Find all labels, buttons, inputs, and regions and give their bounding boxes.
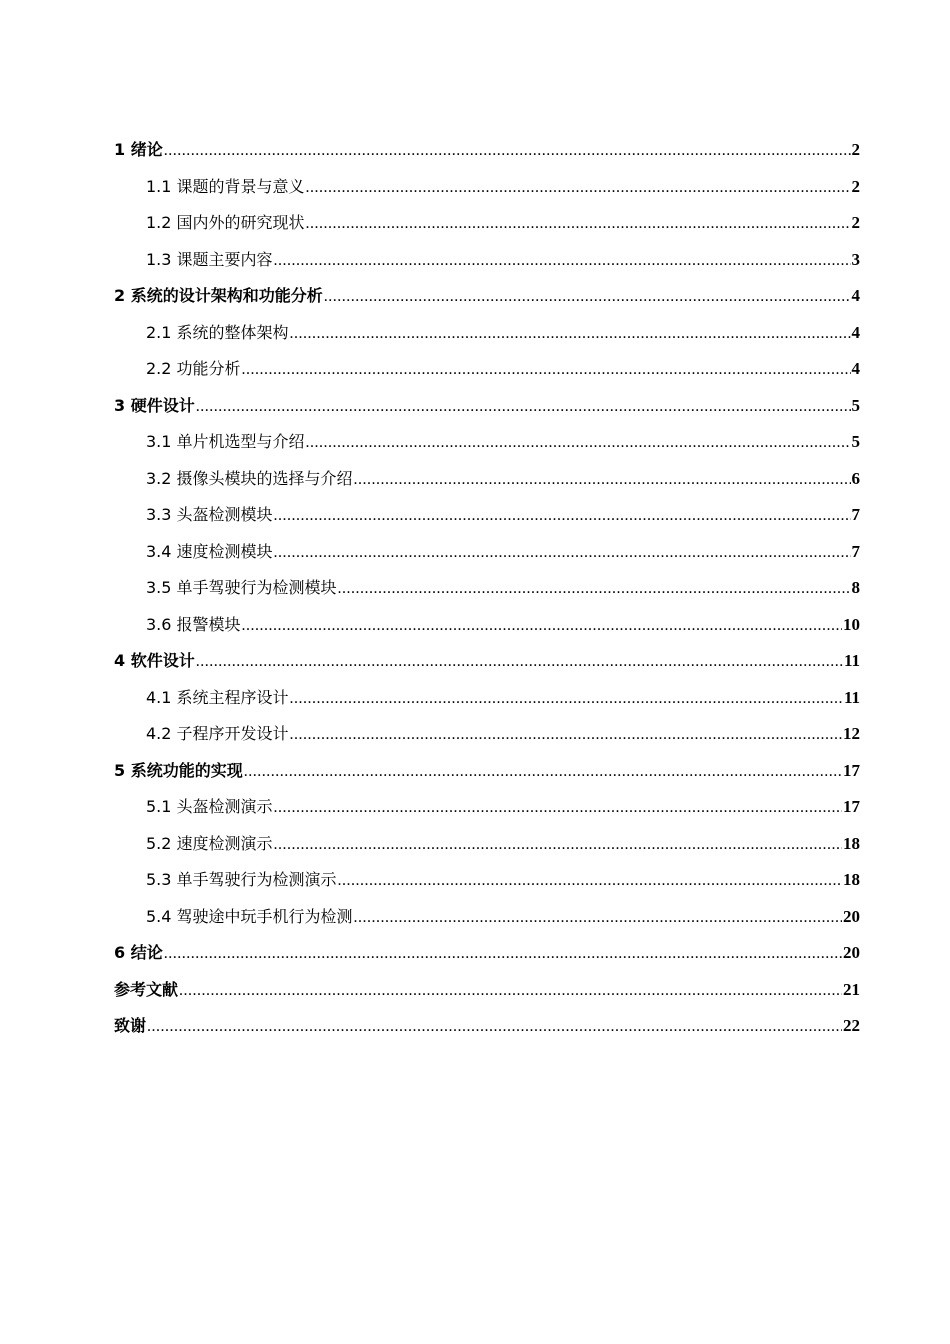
toc-entry-label: 5.3 单手驾驶行为检测演示 — [146, 870, 337, 889]
toc-page-number: 4 — [851, 322, 860, 342]
toc-section-entry[interactable] — [114, 899, 860, 936]
toc-dot-leader — [164, 936, 842, 973]
toc-section-entry[interactable] — [114, 461, 860, 498]
toc-chapter-entry[interactable] — [114, 935, 860, 972]
toc-page-number: 7 — [851, 505, 860, 524]
toc-dot-leader — [242, 352, 851, 389]
toc-entry-label: 2.2 功能分析 — [146, 359, 241, 378]
toc-entry-label: 1.3 课题主要内容 — [146, 249, 273, 269]
toc-page-number: 4 — [851, 359, 860, 378]
toc-page-number: 12 — [843, 724, 860, 743]
toc-section-entry[interactable] — [114, 534, 860, 571]
toc-chapter-entry[interactable] — [114, 972, 860, 1009]
toc-entry-label: 5 系统功能的实现 — [114, 760, 243, 780]
toc-entry-label: 6 结论 — [114, 943, 163, 962]
toc-chapter-entry[interactable] — [114, 643, 860, 680]
toc-chapter-entry[interactable] — [114, 132, 860, 169]
toc-dot-leader — [306, 206, 851, 243]
toc-entry-label: 2.1 系统的整体架构 — [146, 322, 289, 342]
toc-page-number: 11 — [843, 687, 860, 707]
toc-entry-label: 5.1 头盔检测演示 — [146, 797, 273, 816]
toc-section-entry[interactable] — [114, 789, 860, 826]
toc-dot-leader — [306, 170, 851, 207]
toc-entry-label: 4.2 子程序开发设计 — [146, 724, 289, 743]
toc-entry-label: 3.4 速度检测模块 — [146, 541, 273, 561]
toc-page-number: 11 — [843, 651, 860, 670]
toc-section-entry[interactable] — [114, 424, 860, 461]
toc-dot-leader — [338, 863, 842, 900]
toc-page-number: 18 — [843, 870, 860, 889]
table-of-contents — [114, 132, 860, 1045]
toc-section-entry[interactable] — [114, 315, 860, 352]
toc-dot-leader — [196, 644, 843, 681]
toc-entry-label: 1.2 国内外的研究现状 — [146, 213, 305, 232]
toc-page-number: 20 — [843, 906, 860, 926]
toc-dot-leader — [306, 425, 851, 462]
toc-dot-leader — [290, 316, 851, 353]
toc-section-entry[interactable] — [114, 205, 860, 242]
toc-page-number: 17 — [843, 760, 860, 780]
toc-page-number: 7 — [851, 541, 860, 561]
toc-entry-label: 5.2 速度检测演示 — [146, 833, 273, 853]
toc-entry-label: 参考文献 — [114, 979, 179, 999]
toc-dot-leader — [147, 1009, 842, 1046]
toc-page-number: 8 — [851, 578, 860, 597]
toc-page-number: 5 — [851, 432, 860, 451]
toc-entry-label: 1.1 课题的背景与意义 — [146, 176, 305, 196]
toc-section-entry[interactable] — [114, 826, 860, 863]
toc-entry-label: 1 绪论 — [114, 140, 163, 159]
toc-dot-leader — [290, 681, 843, 718]
toc-page-number: 20 — [843, 943, 860, 962]
toc-entry-label: 3 硬件设计 — [114, 395, 195, 415]
toc-dot-leader — [274, 498, 851, 535]
toc-page-number: 17 — [843, 797, 860, 816]
toc-chapter-entry[interactable] — [114, 753, 860, 790]
toc-dot-leader — [354, 462, 851, 499]
toc-section-entry[interactable] — [114, 607, 860, 644]
toc-page-number: 2 — [851, 213, 860, 232]
toc-dot-leader — [324, 279, 851, 316]
toc-entry-label: 3.1 单片机选型与介绍 — [146, 432, 305, 451]
toc-chapter-entry[interactable] — [114, 278, 860, 315]
toc-chapter-entry[interactable] — [114, 388, 860, 425]
toc-page-number: 2 — [851, 176, 860, 196]
toc-entry-label: 4 软件设计 — [114, 651, 195, 670]
toc-dot-leader — [244, 754, 842, 791]
toc-section-entry[interactable] — [114, 570, 860, 607]
toc-dot-leader — [164, 133, 851, 170]
toc-dot-leader — [274, 535, 851, 572]
toc-entry-label: 3.3 头盔检测模块 — [146, 505, 273, 524]
toc-section-entry[interactable] — [114, 680, 860, 717]
toc-page-number: 21 — [843, 979, 860, 999]
toc-dot-leader — [290, 717, 842, 754]
toc-page-number: 5 — [851, 395, 860, 415]
toc-entry-label: 4.1 系统主程序设计 — [146, 687, 289, 707]
toc-section-entry[interactable] — [114, 716, 860, 753]
toc-section-entry[interactable] — [114, 497, 860, 534]
toc-page-number: 22 — [843, 1016, 860, 1035]
toc-entry-label: 2 系统的设计架构和功能分析 — [114, 286, 323, 305]
toc-dot-leader — [242, 608, 842, 645]
toc-dot-leader — [274, 827, 842, 864]
toc-dot-leader — [354, 900, 842, 937]
toc-section-entry[interactable] — [114, 351, 860, 388]
toc-page-number: 10 — [843, 614, 860, 634]
toc-page-number: 4 — [851, 286, 860, 305]
toc-dot-leader — [196, 389, 851, 426]
toc-entry-label: 3.2 摄像头模块的选择与介绍 — [146, 468, 353, 488]
toc-entry-label: 3.5 单手驾驶行为检测模块 — [146, 578, 337, 597]
toc-page-number: 6 — [851, 468, 860, 488]
toc-page-number: 3 — [851, 249, 860, 269]
toc-section-entry[interactable] — [114, 169, 860, 206]
toc-page-number: 18 — [843, 833, 860, 853]
toc-section-entry[interactable] — [114, 242, 860, 279]
toc-section-entry[interactable] — [114, 862, 860, 899]
toc-entry-label: 致谢 — [114, 1016, 147, 1035]
toc-dot-leader — [338, 571, 851, 608]
toc-dot-leader — [179, 973, 842, 1010]
toc-page-number: 2 — [851, 140, 860, 159]
toc-dot-leader — [274, 790, 842, 827]
toc-entry-label: 5.4 驾驶途中玩手机行为检测 — [146, 906, 353, 926]
toc-dot-leader — [274, 243, 851, 280]
toc-chapter-entry[interactable] — [114, 1008, 860, 1045]
toc-entry-label: 3.6 报警模块 — [146, 614, 241, 634]
